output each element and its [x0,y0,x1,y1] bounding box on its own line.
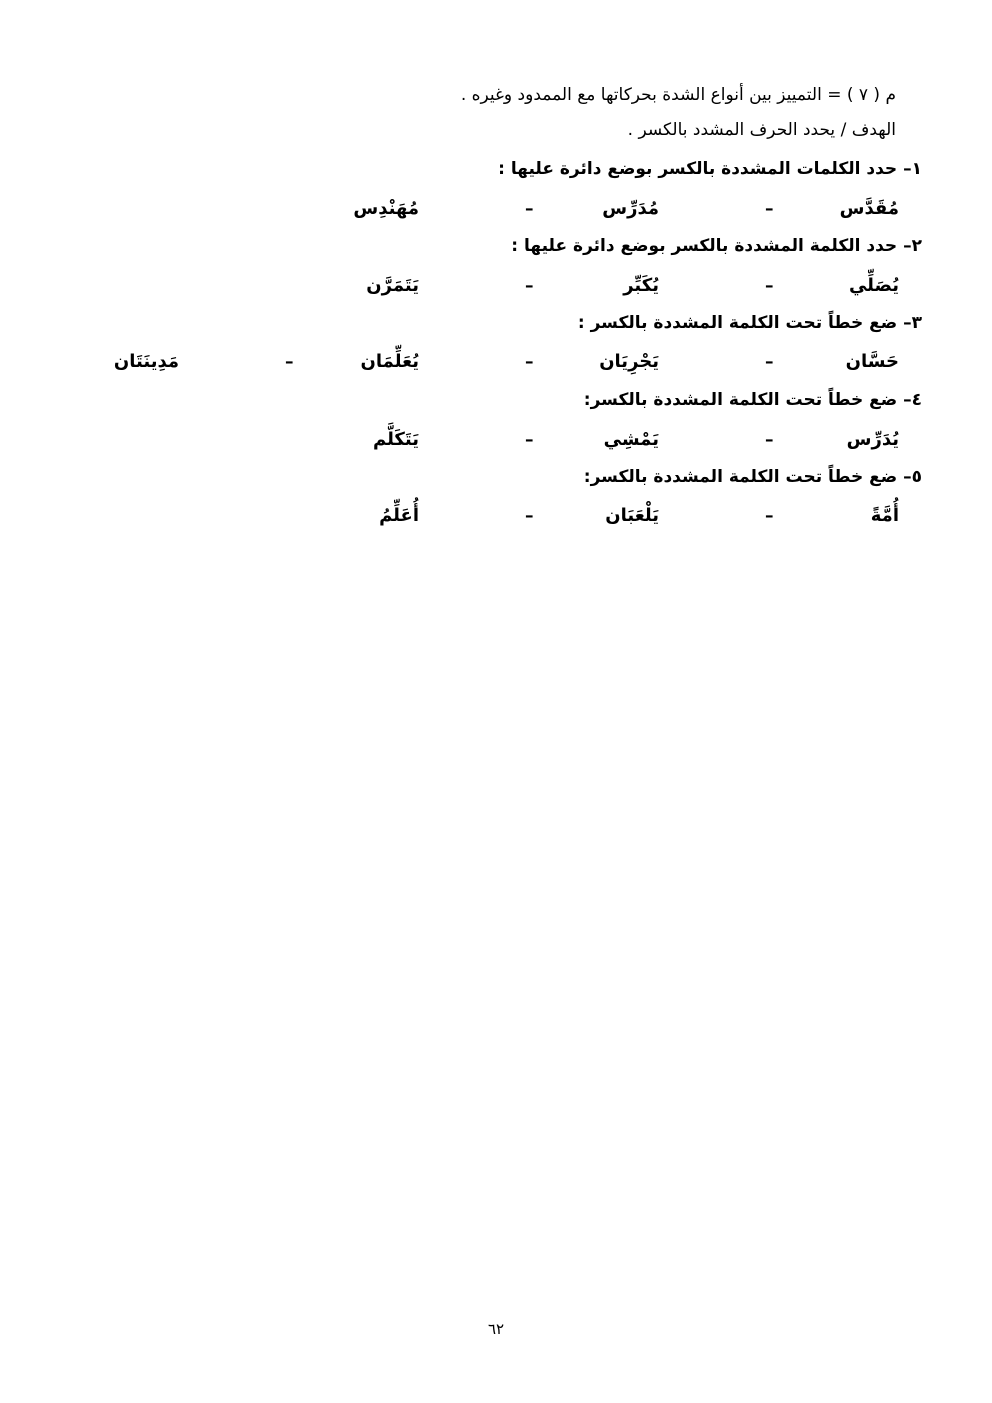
exercise-3-word-3: يُعَلِّمَان [360,351,419,372]
exercise-3-word-1: حَسَّان [845,351,899,372]
exercise-2-separator-2: – [525,276,534,296]
exercise-2-instruction: ٢– حدد الكلمة المشددة بالكسر بوضع دائرة عليها : [511,236,922,256]
exercise-5-separator-2: – [525,506,534,526]
exercise-1-word-3: مُهَنْدِس [353,198,419,219]
exercise-4-separator-2: – [525,430,534,450]
page-number: ٦٢ [487,1320,505,1338]
exercise-2-word-3: يَتَمَرَّن [366,275,419,296]
exercise-5-word-2: يَلْعَبَان [605,505,659,526]
exercise-3-word-4: مَدِينَتَان [113,351,179,372]
exercise-4-separator-1: – [765,430,774,450]
exercise-5-instruction: ٥– ضع خطاً تحت الكلمة المشددة بالكسر: [583,467,922,487]
exercise-5-word-1: أُمَّةً [870,505,899,526]
exercise-3-separator-2: – [525,352,534,372]
exercise-3-word-2: يَجْرِيَان [599,351,659,372]
exercise-1-separator-1: – [765,199,774,219]
goal-line: الهدف / يحدد الحرف المشدد بالكسر . [627,120,896,140]
exercise-3-separator-1: – [765,352,774,372]
exercise-4-word-1: يُدَرِّس [846,429,899,450]
exercise-1-word-1: مُقَدَّس [839,198,899,219]
exercise-5-separator-1: – [765,506,774,526]
exercise-4-word-3: يَتَكَلَّم [372,429,419,450]
exercise-4-word-2: يَمْشِي [603,429,659,450]
exercise-4-instruction: ٤– ضع خطاً تحت الكلمة المشددة بالكسر: [583,390,922,410]
exercise-5-word-3: أُعَلِّمُ [379,505,419,526]
lesson-line: م ( ٧ ) = التمييز بين أنواع الشدة بحركاتها مع الممدود وغيره . [460,85,896,105]
exercise-3-separator-3: – [285,352,294,372]
exercise-2-word-1: يُصَلِّي [848,275,899,296]
exercise-1-instruction: ١– حدد الكلمات المشددة بالكسر بوضع دائرة عليها : [498,159,922,179]
exercise-1-separator-2: – [525,199,534,219]
exercise-1-word-2: مُدَرِّس [602,198,659,219]
exercise-2-separator-1: – [765,276,774,296]
exercise-3-instruction: ٣– ضع خطاً تحت الكلمة المشددة بالكسر : [577,313,922,333]
exercise-2-word-2: يُكَبِّر [623,275,659,296]
